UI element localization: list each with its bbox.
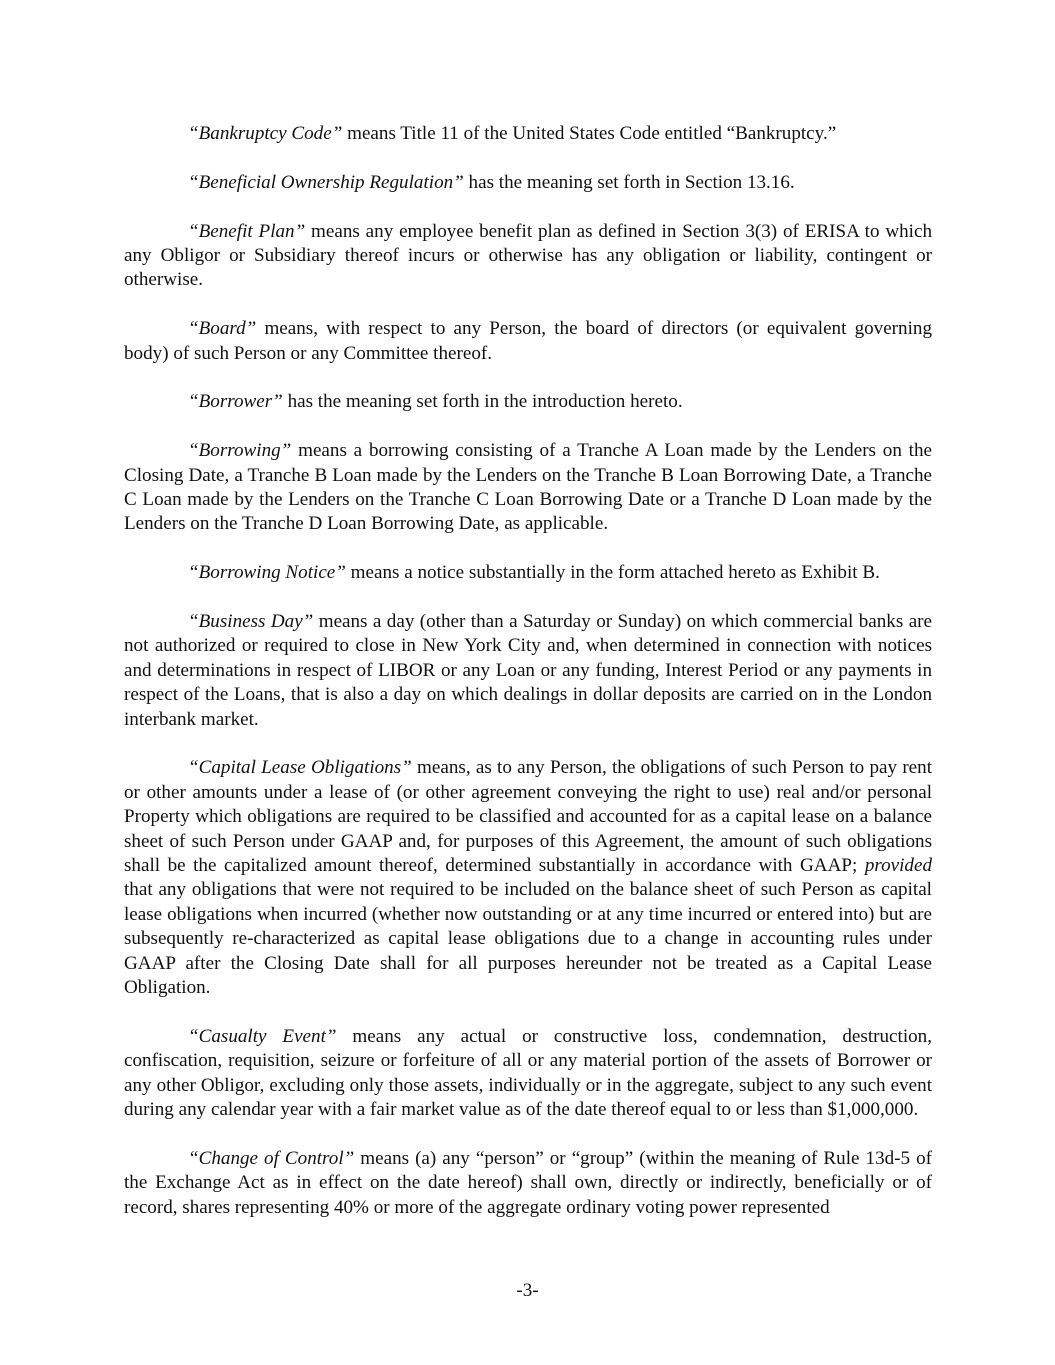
definition-text: means a borrowing consisting of a Tranche A Loan made by the Lenders on the Closing Date, a Tranche B Loan made by the Lenders on the Tranche B Loan Borrowing Date, a Tranche C Loan made by the Lenders on the Tranche C Loan Borrowing Date or a Tranche D Loan made by the Lenders on the Tranche D Loan Borrowing Date, as applicable. [124,440,932,535]
emphasis-provided: provided [864,855,932,877]
definition-text: means a day (other than a Saturday or Sunday) on which commercial banks are not authorized or required to close in New York City and, when determined in connection with notices and determinations in respect of LIBOR or any Loan or any funding, Interest Period or any payments in respect of the Loans, that is also a day on which dealings in dollar deposits are carried on in the London interbank market. [124,611,932,730]
definition-beneficial-ownership-regulation [124,171,932,195]
definition-borrower [124,390,932,414]
defined-term: “Benefit Plan” [188,220,306,242]
definition-borrowing-notice [124,561,932,585]
definition-text: has the meaning set forth in the introduction hereto. [282,391,683,413]
defined-term: “Business Day” [188,611,314,633]
definition-text: means, as to any Person, the obligations of such Person to pay rent or other amounts under a lease of (or other agreement conveying the right to use) real and/or personal Property which obligations are required to be classified and accounted for as a capital lease on a balance sheet of such Person under GAAP and, for purposes of this Agreement, the amount of such obligations shall be the capitalized amount thereof, determined substantially in accordance with GAAP; [124,757,932,877]
definition-casualty-event [124,1025,932,1123]
definition-business-day [124,610,932,732]
definition-bankruptcy-code [124,122,932,146]
definition-text: means, with respect to any Person, the board of directors (or equivalent governing body) of such Person or any Committee thereof. [124,318,932,364]
definition-text: means any employee benefit plan as defined in Section 3(3) of ERISA to which any Obligor or Subsidiary thereof incurs or otherwise has any obligation or liability, contingent or otherwise. [124,220,932,291]
defined-term: “Casualty Event” [188,1025,337,1047]
page-number: -3- [516,1280,539,1301]
definitions-section [124,122,932,1245]
definition-text: means (a) any “person” or “group” (within the meaning of Rule 13d-5 of the Exchange Act as in effect on the date hereof) shall own, directly or indirectly, beneficially or of record, shares representing 40% or more of the aggregate ordinary voting power represented [124,1147,932,1218]
defined-term: “Bankruptcy Code” [188,123,343,144]
defined-term: “Borrowing Notice” [188,562,346,584]
definition-capital-lease-obligations [124,756,932,1000]
definition-borrowing [124,439,932,537]
definition-text: means a notice substantially in the form attached hereto as Exhibit B. [345,562,880,584]
defined-term: “Borrower” [188,391,283,413]
defined-term: “Capital Lease Obligations” [188,757,412,779]
definition-board [124,317,932,366]
definition-text: means Title 11 of the United States Code entitled “Bankruptcy.” [342,123,837,144]
definition-text-continued: that any obligations that were not required to be included on the balance sheet of such Person as capital lease obligations when incurred (whether now outstanding or at any time incurred or entered into) but are subsequently re-characterized as capital lease obligations due to a change in accounting rules under GAAP after the Closing Date shall for all purposes hereunder not be treated as a Capital Lease Obligation. [124,879,932,999]
defined-term: “Board” [188,318,257,340]
defined-term: “Borrowing” [188,440,292,462]
definition-text: has the meaning set forth in Section 13.16. [463,171,795,193]
definition-benefit-plan [124,220,932,293]
defined-term: “Beneficial Ownership Regulation” [188,171,464,193]
definition-change-of-control [124,1147,932,1220]
definition-text: means any actual or constructive loss, condemnation, destruction, confiscation, requisition, seizure or forfeiture of all or any material portion of the assets of Borrower or any other Obligor, excluding only those assets, individually or in the aggregate, subject to any such event during any calendar year with a fair market value as of the date thereof equal to or less than $1,000,000. [124,1025,932,1121]
defined-term: “Change of Control” [188,1147,355,1169]
